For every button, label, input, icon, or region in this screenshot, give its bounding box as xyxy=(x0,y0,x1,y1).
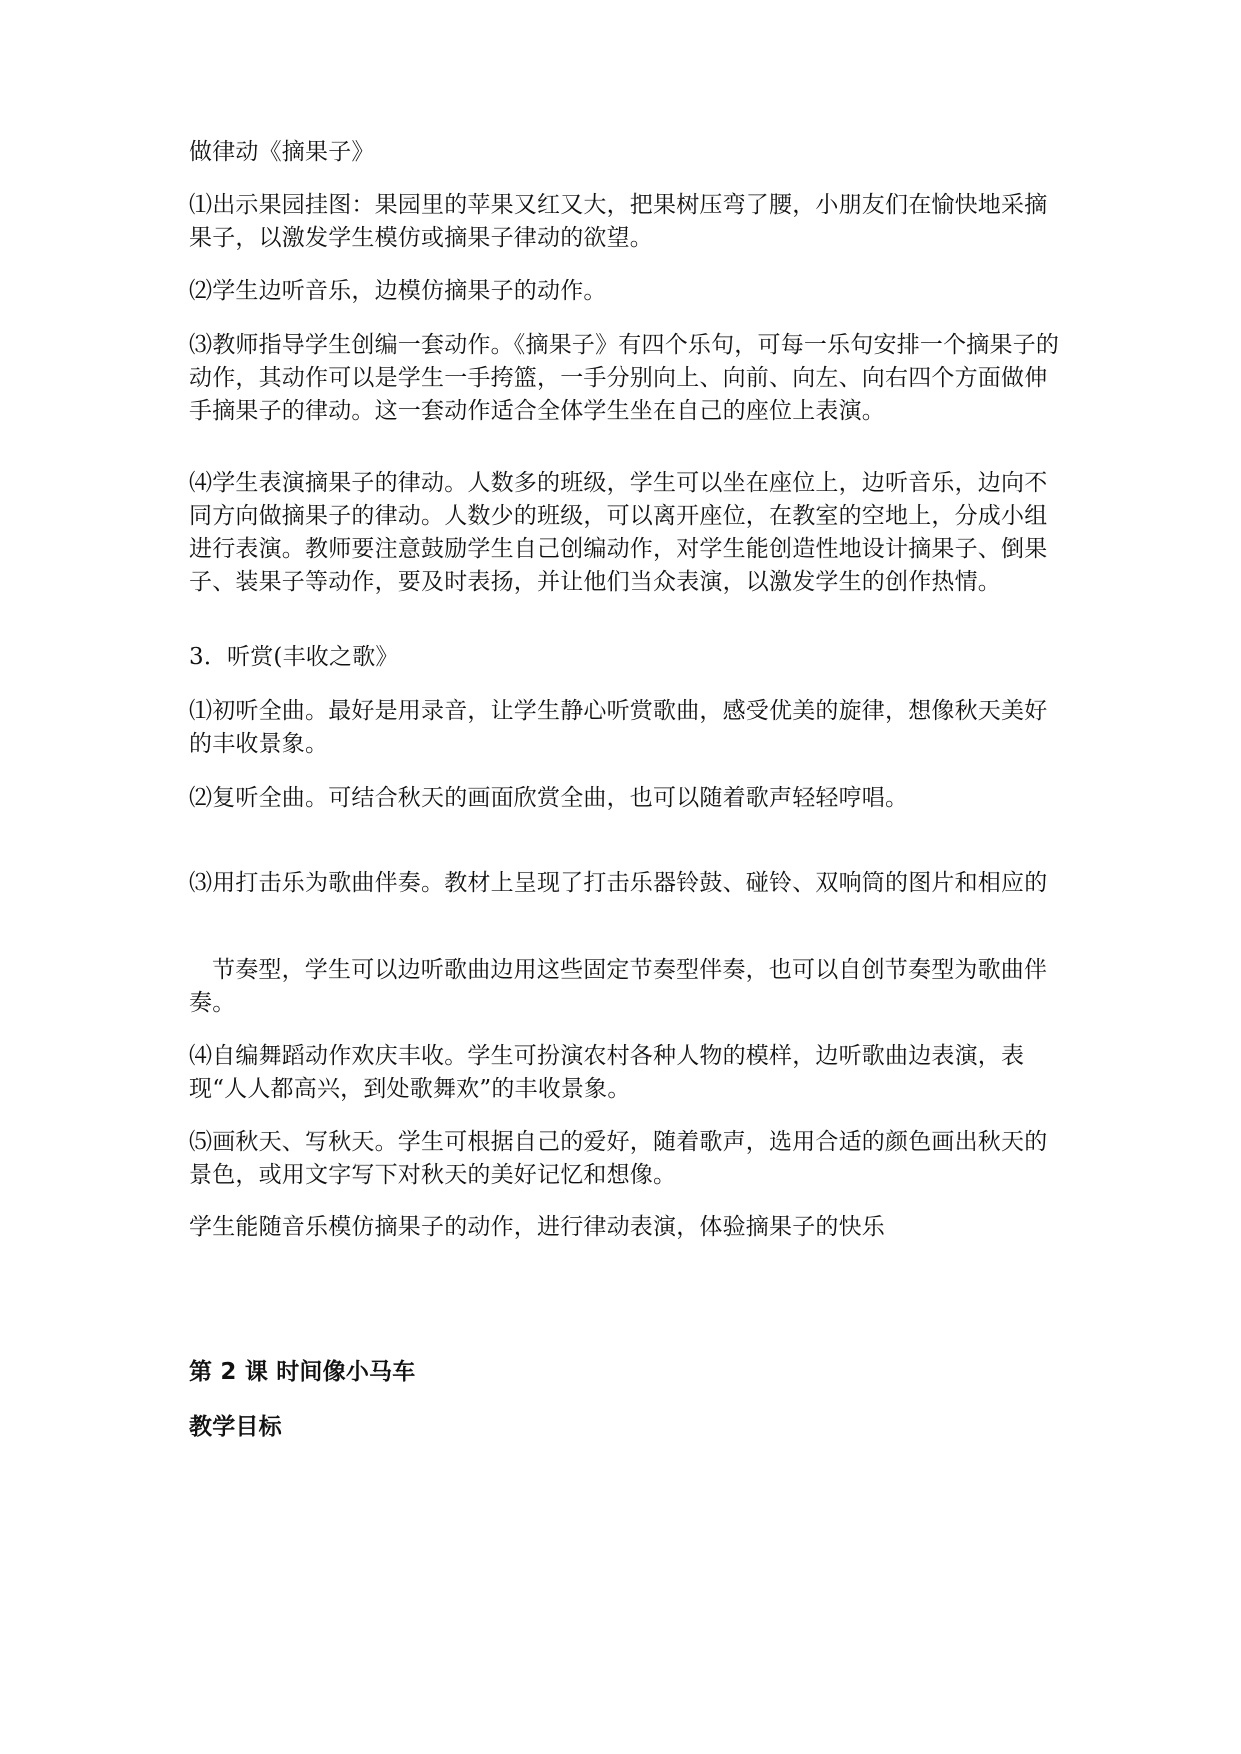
paragraph-step-2: ⑵学生边听音乐，边模仿摘果子的动作。 xyxy=(189,278,607,304)
paragraph-step-4: ⑷学生表演摘果子的律动。人数多的班级，学生可以坐在座位上，边听音乐，边向不同方向做摘果子的律动。人数少的班级，可以离开座位，在教室的空地上，分成小组进行表演。教师要注意鼓励学生自己创编动作，对学生能创造性地设计摘果子、倒果子、装果子等动作，要及时表扬，并让他们当众表演，以激发学生的创作热情。 xyxy=(189,470,1048,595)
paragraph-rhythm-pattern: 节奏型，学生可以边听歌曲边用这些固定节奏型伴奏，也可以自创节奏型为歌曲伴奏。 xyxy=(189,957,1048,1016)
paragraph-listen-5: ⑸画秋天、写秋天。学生可根据自己的爱好，随着歌声，选用合适的颜色画出秋天的景色，或用文字写下对秋天的美好记忆和想像。 xyxy=(189,1129,1048,1188)
paragraph-listen-2: ⑵复听全曲。可结合秋天的画面欣赏全曲，也可以随着歌声轻轻哼唱。 xyxy=(189,785,909,811)
paragraph-listen-1: ⑴初听全曲。最好是用录音，让学生静心听赏歌曲，感受优美的旋律，想像秋天美好的丰收景象。 xyxy=(189,698,1048,757)
paragraph-rhythm-title: 做律动《摘果子》 xyxy=(189,139,375,165)
paragraph-step-3: ⑶教师指导学生创编一套动作。《摘果子》有四个乐句，可每一乐句安排一个摘果子的动作，其动作可以是学生一手挎篮，一手分别向上、向前、向左、向右四个方面做伸手摘果子的律动。这一套动作适合全体学生坐在自己的座位上表演。 xyxy=(189,332,1060,424)
lesson-title: 第 2 课 时间像小马车 xyxy=(189,1359,416,1385)
teaching-goals-heading: 教学目标 xyxy=(189,1414,282,1440)
paragraph-listen-3: ⑶用打击乐为歌曲伴奏。教材上呈现了打击乐器铃鼓、碰铃、双响筒的图片和相应的 xyxy=(189,870,1048,896)
paragraph-step-1: ⑴出示果园挂图：果园里的苹果又红又大，把果树压弯了腰，小朋友们在愉快地采摘果子，以激发学生模仿或摘果子律动的欲望。 xyxy=(189,192,1048,251)
paragraph-outcome: 学生能随音乐模仿摘果子的动作，进行律动表演，体验摘果子的快乐 xyxy=(189,1214,885,1240)
paragraph-listen-4: ⑷自编舞蹈动作欢庆丰收。学生可扮演农村各种人物的模样，边听歌曲边表演，表现“人人都高兴，到处歌舞欢”的丰收景象。 xyxy=(189,1043,1025,1102)
paragraph-section-3: 3．听赏(丰收之歌》 xyxy=(189,644,399,670)
